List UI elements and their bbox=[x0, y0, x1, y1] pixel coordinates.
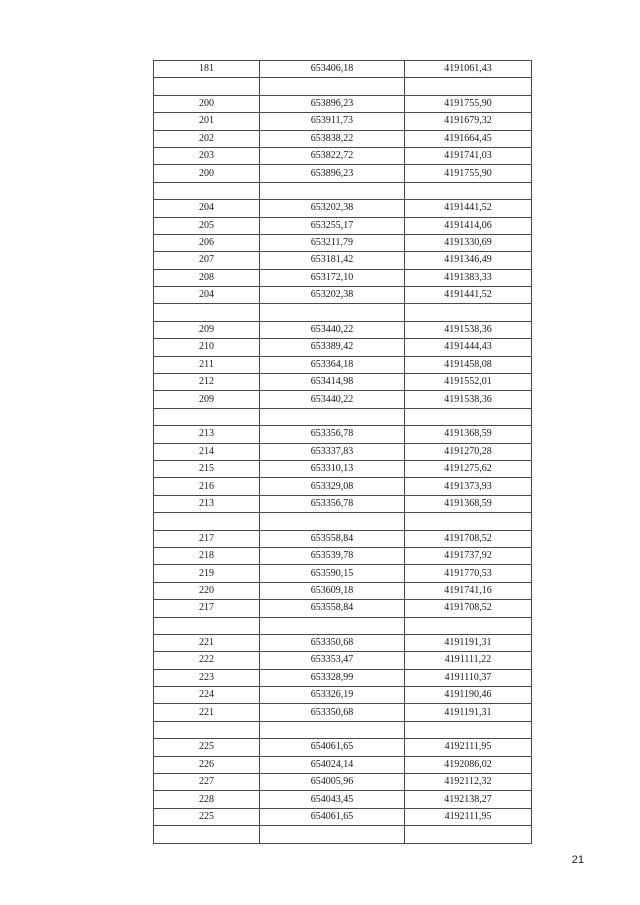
point-number-cell: 218 bbox=[154, 547, 260, 564]
table-row bbox=[154, 165, 532, 182]
point-number-cell: 222 bbox=[154, 652, 260, 669]
coordinates-table bbox=[153, 60, 532, 844]
separator-row bbox=[154, 408, 532, 425]
y-coordinate-cell: 4191383,33 bbox=[405, 269, 532, 286]
x-coordinate-cell bbox=[260, 408, 405, 425]
table-row bbox=[154, 374, 532, 391]
point-number-cell: 200 bbox=[154, 95, 260, 112]
table-row bbox=[154, 217, 532, 234]
x-coordinate-cell: 653356,78 bbox=[260, 495, 405, 512]
y-coordinate-cell bbox=[405, 721, 532, 738]
point-number-cell: 225 bbox=[154, 808, 260, 825]
y-coordinate-cell: 4191373,93 bbox=[405, 478, 532, 495]
table-row bbox=[154, 652, 532, 669]
x-coordinate-cell: 653364,18 bbox=[260, 356, 405, 373]
y-coordinate-cell: 4191190,46 bbox=[405, 687, 532, 704]
point-number-cell: 213 bbox=[154, 426, 260, 443]
table-row bbox=[154, 808, 532, 825]
x-coordinate-cell: 653838,22 bbox=[260, 130, 405, 147]
point-number-cell: 223 bbox=[154, 669, 260, 686]
y-coordinate-cell: 4191664,45 bbox=[405, 130, 532, 147]
x-coordinate-cell: 654024,14 bbox=[260, 756, 405, 773]
x-coordinate-cell: 654043,45 bbox=[260, 791, 405, 808]
point-number-cell: 221 bbox=[154, 704, 260, 721]
y-coordinate-cell: 4191679,32 bbox=[405, 113, 532, 130]
table-row bbox=[154, 252, 532, 269]
y-coordinate-cell: 4191441,52 bbox=[405, 287, 532, 304]
y-coordinate-cell bbox=[405, 408, 532, 425]
y-coordinate-cell: 4192138,27 bbox=[405, 791, 532, 808]
point-number-cell bbox=[154, 408, 260, 425]
point-number-cell: 224 bbox=[154, 687, 260, 704]
y-coordinate-cell: 4192086,02 bbox=[405, 756, 532, 773]
y-coordinate-cell: 4191708,52 bbox=[405, 530, 532, 547]
table-row bbox=[154, 200, 532, 217]
table-row bbox=[154, 269, 532, 286]
point-number-cell bbox=[154, 304, 260, 321]
point-number-cell bbox=[154, 513, 260, 530]
x-coordinate-cell: 653328,99 bbox=[260, 669, 405, 686]
y-coordinate-cell: 4191737,92 bbox=[405, 547, 532, 564]
y-coordinate-cell: 4191444,43 bbox=[405, 339, 532, 356]
x-coordinate-cell: 653353,47 bbox=[260, 652, 405, 669]
y-coordinate-cell: 4191538,36 bbox=[405, 321, 532, 338]
point-number-cell: 213 bbox=[154, 495, 260, 512]
y-coordinate-cell: 4191538,36 bbox=[405, 391, 532, 408]
table-row bbox=[154, 704, 532, 721]
x-coordinate-cell: 653414,98 bbox=[260, 374, 405, 391]
x-coordinate-cell: 654061,65 bbox=[260, 739, 405, 756]
x-coordinate-cell: 653609,18 bbox=[260, 582, 405, 599]
table-row bbox=[154, 61, 532, 78]
point-number-cell: 226 bbox=[154, 756, 260, 773]
point-number-cell bbox=[154, 617, 260, 634]
point-number-cell: 221 bbox=[154, 634, 260, 651]
separator-row bbox=[154, 513, 532, 530]
x-coordinate-cell: 653558,84 bbox=[260, 600, 405, 617]
table-row bbox=[154, 130, 532, 147]
x-coordinate-cell: 653202,38 bbox=[260, 287, 405, 304]
x-coordinate-cell bbox=[260, 826, 405, 843]
y-coordinate-cell: 4191741,16 bbox=[405, 582, 532, 599]
point-number-cell: 217 bbox=[154, 600, 260, 617]
x-coordinate-cell: 653590,15 bbox=[260, 565, 405, 582]
y-coordinate-cell: 4192111,95 bbox=[405, 808, 532, 825]
point-number-cell: 219 bbox=[154, 565, 260, 582]
table-row bbox=[154, 547, 532, 564]
y-coordinate-cell: 4191061,43 bbox=[405, 61, 532, 78]
x-coordinate-cell: 653202,38 bbox=[260, 200, 405, 217]
y-coordinate-cell: 4191368,59 bbox=[405, 495, 532, 512]
table-row bbox=[154, 95, 532, 112]
point-number-cell: 204 bbox=[154, 200, 260, 217]
y-coordinate-cell bbox=[405, 826, 532, 843]
y-coordinate-cell: 4192111,95 bbox=[405, 739, 532, 756]
x-coordinate-cell: 654005,96 bbox=[260, 774, 405, 791]
point-number-cell: 207 bbox=[154, 252, 260, 269]
x-coordinate-cell bbox=[260, 617, 405, 634]
y-coordinate-cell: 4191330,69 bbox=[405, 234, 532, 251]
point-number-cell: 216 bbox=[154, 478, 260, 495]
x-coordinate-cell: 653329,08 bbox=[260, 478, 405, 495]
table-row bbox=[154, 426, 532, 443]
point-number-cell: 208 bbox=[154, 269, 260, 286]
table-row bbox=[154, 147, 532, 164]
point-number-cell: 209 bbox=[154, 321, 260, 338]
separator-row bbox=[154, 826, 532, 843]
x-coordinate-cell: 653406,18 bbox=[260, 61, 405, 78]
table-row bbox=[154, 530, 532, 547]
table-row bbox=[154, 634, 532, 651]
separator-row bbox=[154, 721, 532, 738]
table-row bbox=[154, 460, 532, 477]
table-row bbox=[154, 756, 532, 773]
separator-row bbox=[154, 304, 532, 321]
point-number-cell: 210 bbox=[154, 339, 260, 356]
x-coordinate-cell: 653896,23 bbox=[260, 165, 405, 182]
y-coordinate-cell: 4191191,31 bbox=[405, 634, 532, 651]
y-coordinate-cell bbox=[405, 617, 532, 634]
table-row bbox=[154, 495, 532, 512]
point-number-cell: 202 bbox=[154, 130, 260, 147]
table-row bbox=[154, 356, 532, 373]
point-number-cell: 204 bbox=[154, 287, 260, 304]
point-number-cell: 209 bbox=[154, 391, 260, 408]
y-coordinate-cell: 4191458,08 bbox=[405, 356, 532, 373]
point-number-cell: 181 bbox=[154, 61, 260, 78]
table-row bbox=[154, 443, 532, 460]
y-coordinate-cell: 4191346,49 bbox=[405, 252, 532, 269]
x-coordinate-cell bbox=[260, 721, 405, 738]
y-coordinate-cell: 4191741,03 bbox=[405, 147, 532, 164]
x-coordinate-cell: 653911,73 bbox=[260, 113, 405, 130]
x-coordinate-cell: 653558,84 bbox=[260, 530, 405, 547]
y-coordinate-cell: 4191441,52 bbox=[405, 200, 532, 217]
table-row bbox=[154, 321, 532, 338]
y-coordinate-cell: 4191275,62 bbox=[405, 460, 532, 477]
y-coordinate-cell: 4191270,28 bbox=[405, 443, 532, 460]
point-number-cell bbox=[154, 826, 260, 843]
table-row bbox=[154, 774, 532, 791]
y-coordinate-cell: 4191191,31 bbox=[405, 704, 532, 721]
table-row bbox=[154, 391, 532, 408]
table-row bbox=[154, 339, 532, 356]
x-coordinate-cell: 653822,72 bbox=[260, 147, 405, 164]
point-number-cell: 200 bbox=[154, 165, 260, 182]
point-number-cell: 228 bbox=[154, 791, 260, 808]
y-coordinate-cell bbox=[405, 78, 532, 95]
point-number-cell bbox=[154, 182, 260, 199]
coordinates-table-body bbox=[154, 61, 532, 844]
x-coordinate-cell: 653211,79 bbox=[260, 234, 405, 251]
point-number-cell: 212 bbox=[154, 374, 260, 391]
point-number-cell: 201 bbox=[154, 113, 260, 130]
y-coordinate-cell: 4191368,59 bbox=[405, 426, 532, 443]
x-coordinate-cell bbox=[260, 513, 405, 530]
y-coordinate-cell bbox=[405, 304, 532, 321]
separator-row bbox=[154, 182, 532, 199]
table-row bbox=[154, 739, 532, 756]
x-coordinate-cell bbox=[260, 78, 405, 95]
y-coordinate-cell: 4192112,32 bbox=[405, 774, 532, 791]
table-row bbox=[154, 478, 532, 495]
x-coordinate-cell: 653350,68 bbox=[260, 704, 405, 721]
x-coordinate-cell: 653255,17 bbox=[260, 217, 405, 234]
table-row bbox=[154, 791, 532, 808]
y-coordinate-cell: 4191414,06 bbox=[405, 217, 532, 234]
point-number-cell: 205 bbox=[154, 217, 260, 234]
point-number-cell bbox=[154, 721, 260, 738]
y-coordinate-cell bbox=[405, 513, 532, 530]
x-coordinate-cell: 653440,22 bbox=[260, 321, 405, 338]
page-number: 21 bbox=[571, 854, 584, 866]
x-coordinate-cell bbox=[260, 182, 405, 199]
table-row bbox=[154, 600, 532, 617]
table-row bbox=[154, 113, 532, 130]
point-number-cell: 206 bbox=[154, 234, 260, 251]
x-coordinate-cell: 653310,13 bbox=[260, 460, 405, 477]
point-number-cell: 203 bbox=[154, 147, 260, 164]
y-coordinate-cell: 4191110,37 bbox=[405, 669, 532, 686]
table-row bbox=[154, 287, 532, 304]
separator-row bbox=[154, 78, 532, 95]
x-coordinate-cell: 653389,42 bbox=[260, 339, 405, 356]
x-coordinate-cell: 653181,42 bbox=[260, 252, 405, 269]
y-coordinate-cell: 4191708,52 bbox=[405, 600, 532, 617]
table-row bbox=[154, 565, 532, 582]
point-number-cell: 217 bbox=[154, 530, 260, 547]
x-coordinate-cell: 653337,83 bbox=[260, 443, 405, 460]
point-number-cell: 215 bbox=[154, 460, 260, 477]
x-coordinate-cell: 653350,68 bbox=[260, 634, 405, 651]
y-coordinate-cell: 4191552,01 bbox=[405, 374, 532, 391]
table-row bbox=[154, 669, 532, 686]
point-number-cell: 214 bbox=[154, 443, 260, 460]
point-number-cell: 220 bbox=[154, 582, 260, 599]
y-coordinate-cell: 4191770,53 bbox=[405, 565, 532, 582]
x-coordinate-cell: 653896,23 bbox=[260, 95, 405, 112]
x-coordinate-cell: 653172,10 bbox=[260, 269, 405, 286]
table-row bbox=[154, 687, 532, 704]
x-coordinate-cell: 654061,65 bbox=[260, 808, 405, 825]
table-row bbox=[154, 234, 532, 251]
x-coordinate-cell: 653539,78 bbox=[260, 547, 405, 564]
x-coordinate-cell: 653356,78 bbox=[260, 426, 405, 443]
y-coordinate-cell: 4191755,90 bbox=[405, 165, 532, 182]
x-coordinate-cell: 653440,22 bbox=[260, 391, 405, 408]
x-coordinate-cell bbox=[260, 304, 405, 321]
point-number-cell: 227 bbox=[154, 774, 260, 791]
point-number-cell: 211 bbox=[154, 356, 260, 373]
y-coordinate-cell: 4191755,90 bbox=[405, 95, 532, 112]
y-coordinate-cell bbox=[405, 182, 532, 199]
x-coordinate-cell: 653326,19 bbox=[260, 687, 405, 704]
y-coordinate-cell: 4191111,22 bbox=[405, 652, 532, 669]
point-number-cell: 225 bbox=[154, 739, 260, 756]
separator-row bbox=[154, 617, 532, 634]
point-number-cell bbox=[154, 78, 260, 95]
table-row bbox=[154, 582, 532, 599]
